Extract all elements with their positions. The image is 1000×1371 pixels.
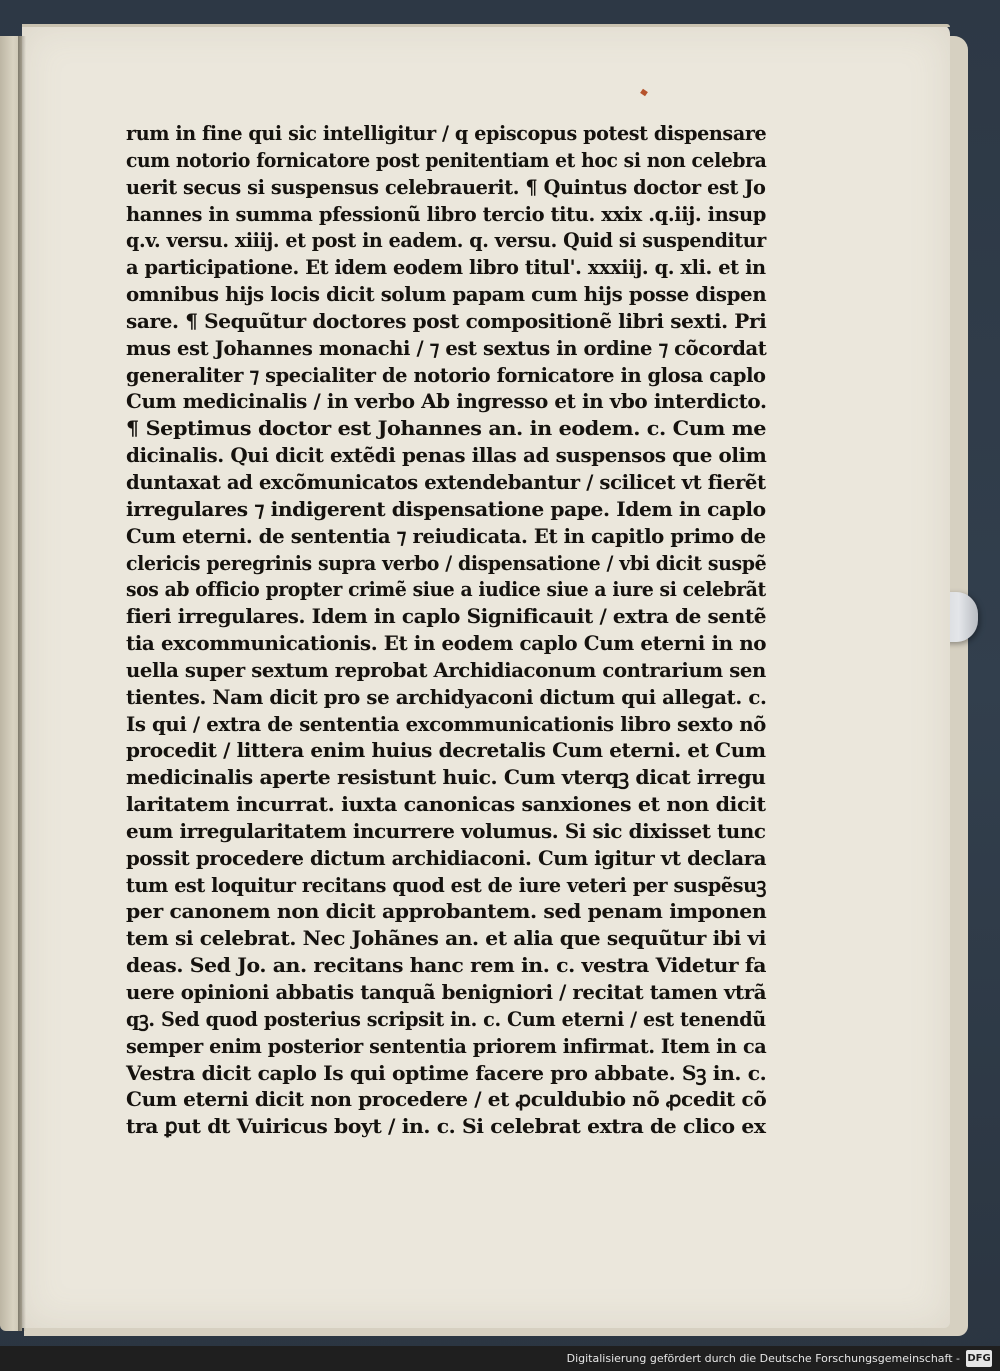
text-line: a participatione. Et idem eodem libro titul'. xxxiij. q. xli. et in	[126, 255, 766, 280]
text-line: rum in fine qui sic intelligitur / q episcopus potest dispensare	[126, 121, 767, 145]
text-line: sare. ¶ Sequũtur doctores post compositionẽ libri sexti. Pri	[126, 308, 767, 333]
text-line: Is qui / extra de sententia excommunicationis libro sexto nõ	[126, 711, 766, 736]
text-line: q.v. versu. xiiij. et post in eadem. q. versu. Quid si suspenditur	[126, 228, 766, 253]
text-line: tientes. Nam dicit pro se archidyaconi dictum qui allegat. c.	[126, 684, 767, 709]
text-line: Cum eterni. de sententia ⁊ reiudicata. Et in capitlo primo de	[126, 523, 766, 548]
text-line: omnibus hijs locis dicit solum papam cum hijs posse dispen	[126, 282, 767, 307]
text-line: per canonem non dicit approbantem. sed penam imponen	[126, 899, 767, 924]
text-line: tum est loquitur recitans quod est de iure veteri per suspẽsuꝫ	[126, 872, 767, 897]
dfg-logo: DFG	[966, 1350, 992, 1367]
funding-notice: Digitalisierung gefördert durch die Deutsche Forschungsgemeinschaft -	[566, 1352, 960, 1365]
text-line: Vestra dicit caplo Is qui optime facere pro abbate. Sꝫ in. c.	[126, 1060, 767, 1085]
text-line: generaliter ⁊ specialiter de notorio fornicatore in glosa caplo	[126, 362, 766, 387]
text-line: medicinalis aperte resistunt huic. Cum vterqꝫ dicat irregu	[126, 765, 766, 790]
text-line: deas. Sed Jo. an. recitans hanc rem in. c. vestra Videtur fa	[126, 953, 767, 978]
text-line: eum irregularitatem incurrere volumus. Si sic dixisset tunc	[126, 818, 766, 843]
text-line: hannes in summa pfessionũ libro tercio titu. xxix .q.iij. insup	[126, 201, 766, 226]
page-top-edge	[22, 24, 950, 27]
gutter-shadow	[18, 36, 26, 1331]
text-line: tia excommunicationis. Et in eodem caplo Cum eterni in no	[126, 631, 767, 656]
text-line: ¶ Septimus doctor est Johannes an. in eodem. c. Cum me	[126, 416, 767, 441]
text-line: uerit secus si suspensus celebrauerit. ¶ Quintus doctor est Jo	[126, 174, 766, 199]
footer-bar	[0, 1346, 1000, 1371]
text-line: duntaxat ad excõmunicatos extendebantur / scilicet vt fierẽt	[126, 469, 766, 494]
text-line: procedit / littera enim huius decretalis Cum eterni. et Cum	[126, 738, 766, 763]
text-line: mus est Johannes monachi / ⁊ est sextus in ordine ⁊ cõcordat	[126, 335, 767, 360]
text-line: sos ab officio propter crimẽ siue a iudice siue a iure si celebrãt	[126, 577, 766, 602]
text-line: laritatem incurrat. iuxta canonicas sanxiones et non dicit	[126, 792, 766, 817]
text-line: qꝫ. Sed quod posterius scripsit in. c. Cum eterni / est tenendũ	[126, 1006, 766, 1031]
text-line: uella super sextum reprobat Archidiaconum contrarium sen	[126, 657, 766, 682]
text-line: semper enim posterior sententia priorem infirmat. Item in ca	[126, 1033, 767, 1058]
blackletter-text-block	[126, 120, 766, 1140]
text-line: cum notorio fornicatore post penitentiam et hoc si non celebra	[126, 147, 767, 172]
text-line: tra ꝑut dt Vuiricus boyt / in. c. Si celebrat extra de clico ex	[126, 1114, 766, 1139]
text-line: possit procedere dictum archidiaconi. Cum igitur vt declara	[126, 845, 767, 870]
text-line: fieri irregulares. Idem in caplo Significauit / extra de sentẽ	[126, 604, 767, 629]
text-line: uere opinioni abbatis tanquã benigniori / recitat tamen vtrã	[126, 980, 767, 1004]
text-line: dicinalis. Qui dicit extẽdi penas illas ad suspensos que olim	[126, 443, 767, 468]
text-line: Cum medicinalis / in verbo Ab ingresso et in vbo interdicto.	[126, 389, 767, 414]
text-line: clericis peregrinis supra verbo / dispensatione / vbi dicit suspẽ	[126, 550, 767, 575]
text-line: tem si celebrat. Nec Johãnes an. et alia que sequũtur ibi vi	[126, 926, 767, 951]
text-line: irregulares ⁊ indigerent dispensatione pape. Idem in caplo	[126, 496, 766, 521]
text-line: Cum eterni dicit non procedere / et ꝓculdubio nõ ꝓcedit cõ	[126, 1087, 767, 1112]
